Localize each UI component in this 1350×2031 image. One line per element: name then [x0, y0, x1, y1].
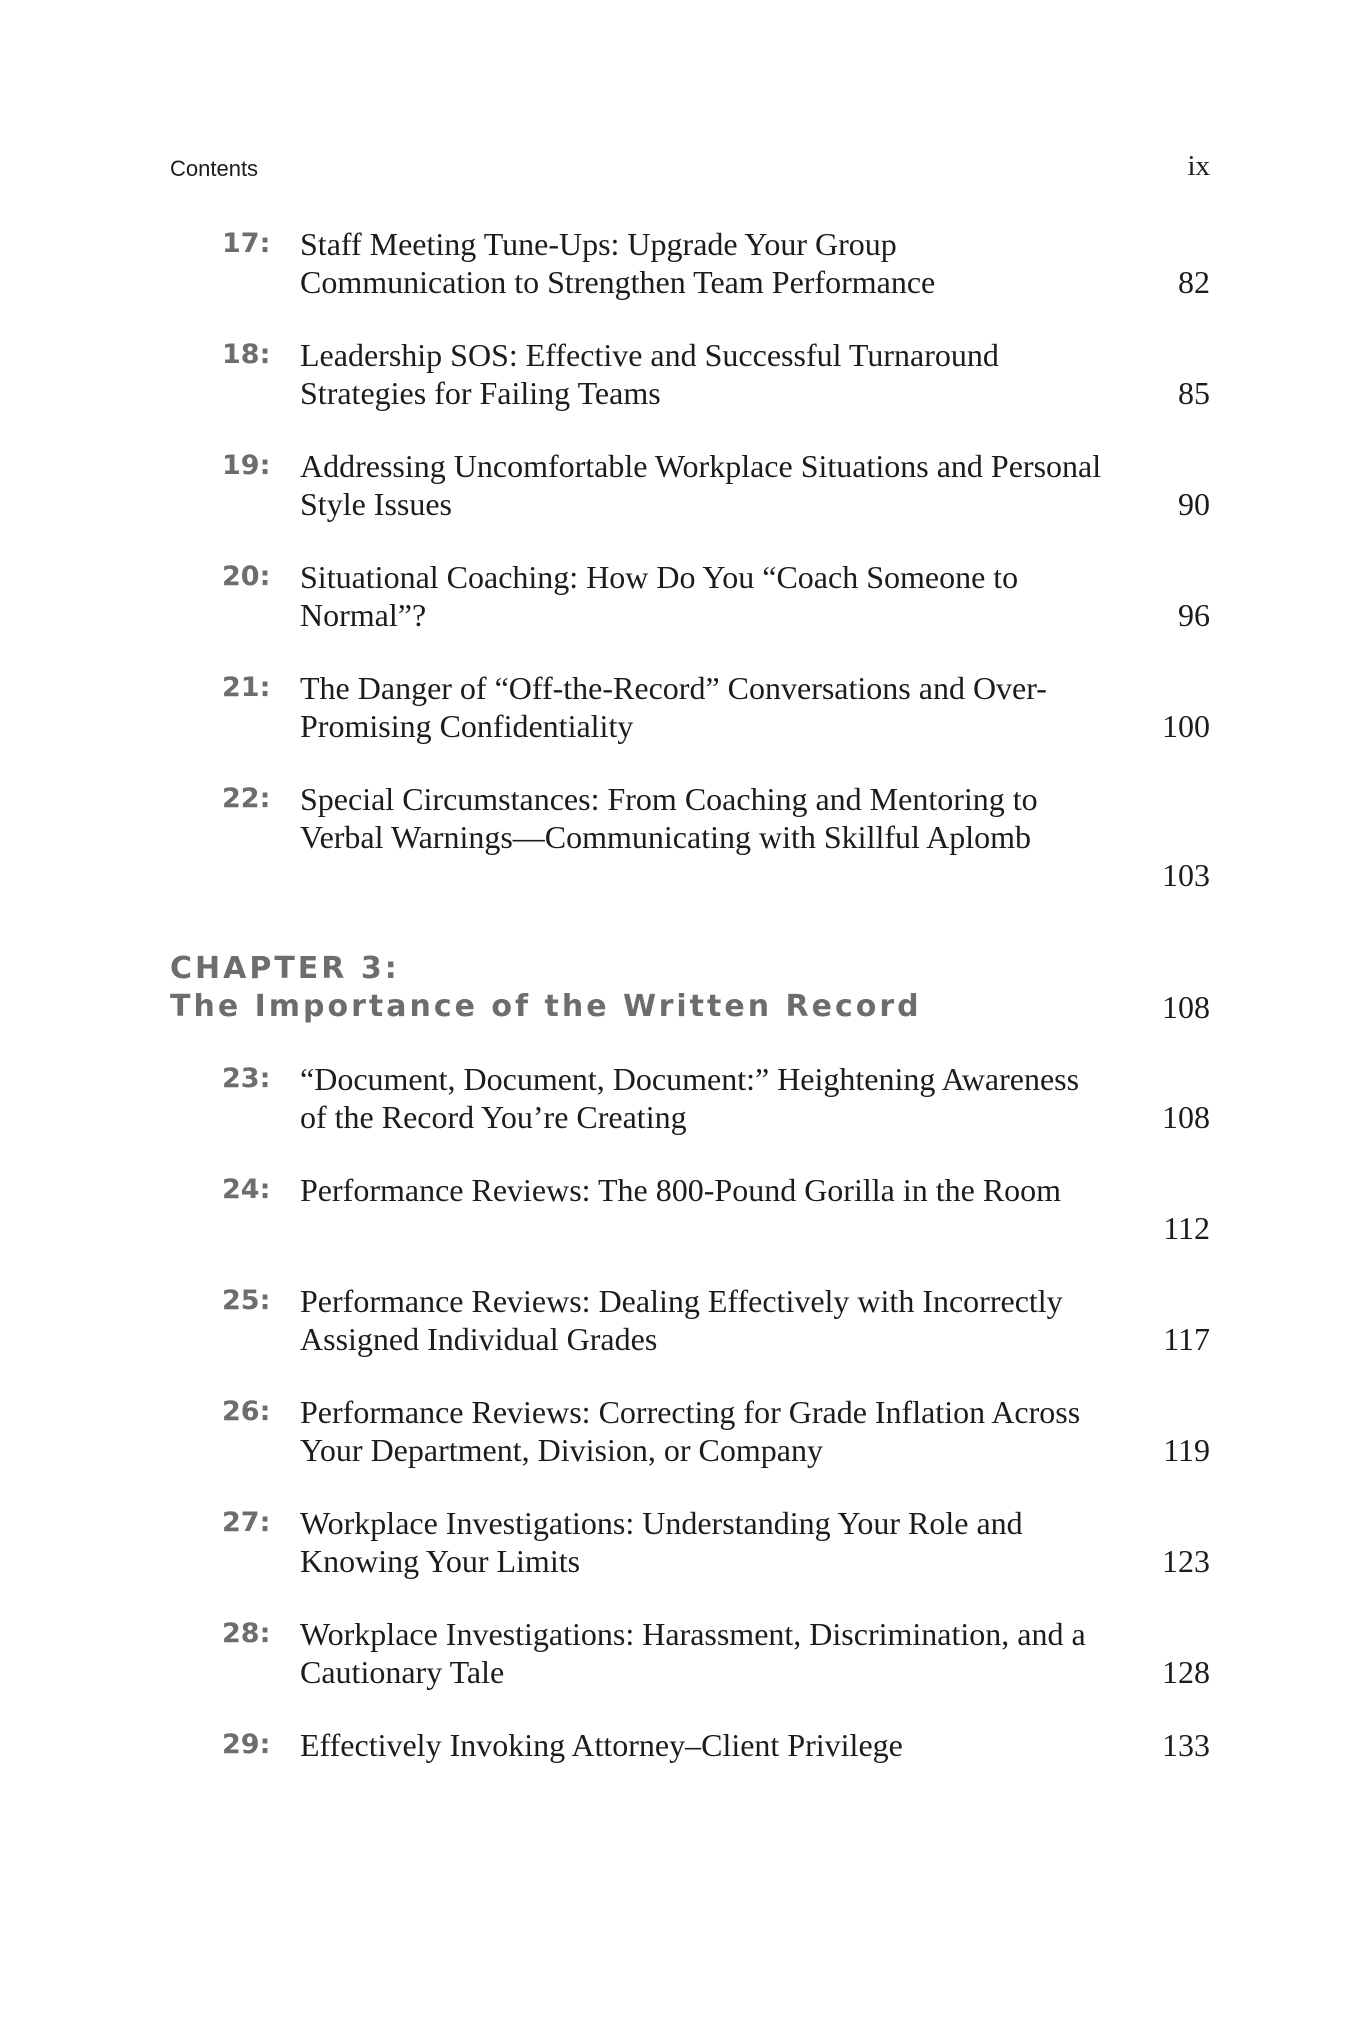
entry-number: 26:: [222, 1396, 271, 1427]
entry-page: 108: [1162, 1099, 1210, 1135]
toc-entry-20[interactable]: [170, 558, 1210, 634]
entry-title: “Document, Document, Document:” Heightening Awareness of the Record You’re Creating: [300, 1061, 1080, 1135]
toc-entry-28[interactable]: [170, 1615, 1210, 1691]
entry-title: Effectively Invoking Attorney–Client Privilege: [300, 1727, 903, 1763]
entry-number: 17:: [222, 228, 271, 259]
entry-number: 22:: [222, 783, 271, 814]
toc-entry-24[interactable]: [170, 1171, 1210, 1247]
toc-entry-25[interactable]: [170, 1282, 1210, 1358]
chapter-title: The Importance of the Written Record: [170, 989, 922, 1024]
toc-entry-17[interactable]: [170, 225, 1210, 301]
entry-title: The Danger of “Off-the-Record” Conversations and Over-Promising Confidentiality: [300, 670, 1047, 744]
entry-page: 103: [1162, 857, 1210, 893]
toc-entry-22[interactable]: [170, 780, 1210, 894]
entry-page: 123: [1162, 1543, 1210, 1579]
running-head-section: Contents: [170, 156, 259, 181]
entry-title: Special Circumstances: From Coaching and Mentoring to Verbal Warnings—Communicating with Skillful Aplomb: [300, 781, 1038, 855]
entry-number: 20:: [222, 561, 271, 592]
entry-number: 21:: [222, 672, 271, 703]
toc-entry-23[interactable]: [170, 1060, 1210, 1136]
entry-title: Addressing Uncomfortable Workplace Situations and Personal Style Issues: [300, 448, 1102, 522]
toc-entry-19[interactable]: [170, 447, 1210, 523]
entry-number: 18:: [222, 339, 271, 370]
entry-page: 133: [1162, 1727, 1210, 1763]
entry-number: 27:: [222, 1507, 271, 1538]
entry-page: 96: [1178, 597, 1210, 633]
toc-entry-18[interactable]: [170, 336, 1210, 412]
entry-title: Performance Reviews: Correcting for Grade Inflation Across Your Department, Division, or Company: [300, 1394, 1081, 1468]
entry-number: 23:: [222, 1063, 271, 1094]
entry-title: Leadership SOS: Effective and Successful Turnaround Strategies for Failing Teams: [300, 337, 999, 411]
entry-page: 117: [1163, 1321, 1210, 1357]
entry-page: 128: [1162, 1654, 1210, 1690]
toc-entry-21[interactable]: [170, 669, 1210, 745]
entry-title: Workplace Investigations: Harassment, Discrimination, and a Cautionary Tale: [300, 1616, 1086, 1690]
chapter-page: 108: [1162, 989, 1210, 1025]
chapter-label: CHAPTER 3:: [170, 951, 400, 986]
entry-title: Performance Reviews: The 800-Pound Gorilla in the Room: [300, 1172, 1062, 1208]
entry-number: 25:: [222, 1285, 271, 1316]
entry-page: 119: [1163, 1432, 1210, 1468]
toc-entry-27[interactable]: [170, 1504, 1210, 1580]
entry-title: Staff Meeting Tune-Ups: Upgrade Your Group Communication to Strengthen Team Performance: [300, 226, 936, 300]
page-number: ix: [1187, 150, 1210, 182]
chapter-heading[interactable]: [170, 950, 1210, 1030]
entry-title: Workplace Investigations: Understanding Your Role and Knowing Your Limits: [300, 1505, 1023, 1579]
entry-page: 82: [1178, 264, 1210, 300]
entry-page: 85: [1178, 375, 1210, 411]
entry-page: 100: [1162, 708, 1210, 744]
running-head: [170, 150, 1210, 190]
entry-page: 112: [1163, 1210, 1210, 1246]
entry-number: 19:: [222, 450, 271, 481]
entry-number: 29:: [222, 1729, 271, 1760]
entry-title: Performance Reviews: Dealing Effectively with Incorrectly Assigned Individual Grades: [300, 1283, 1063, 1357]
entry-number: 28:: [222, 1618, 271, 1649]
entry-page: 90: [1178, 486, 1210, 522]
toc-entry-26[interactable]: [170, 1393, 1210, 1469]
toc-entry-29[interactable]: [170, 1726, 1210, 1764]
entry-title: Situational Coaching: How Do You “Coach Someone to Normal”?: [300, 559, 1019, 633]
entry-number: 24:: [222, 1174, 271, 1205]
